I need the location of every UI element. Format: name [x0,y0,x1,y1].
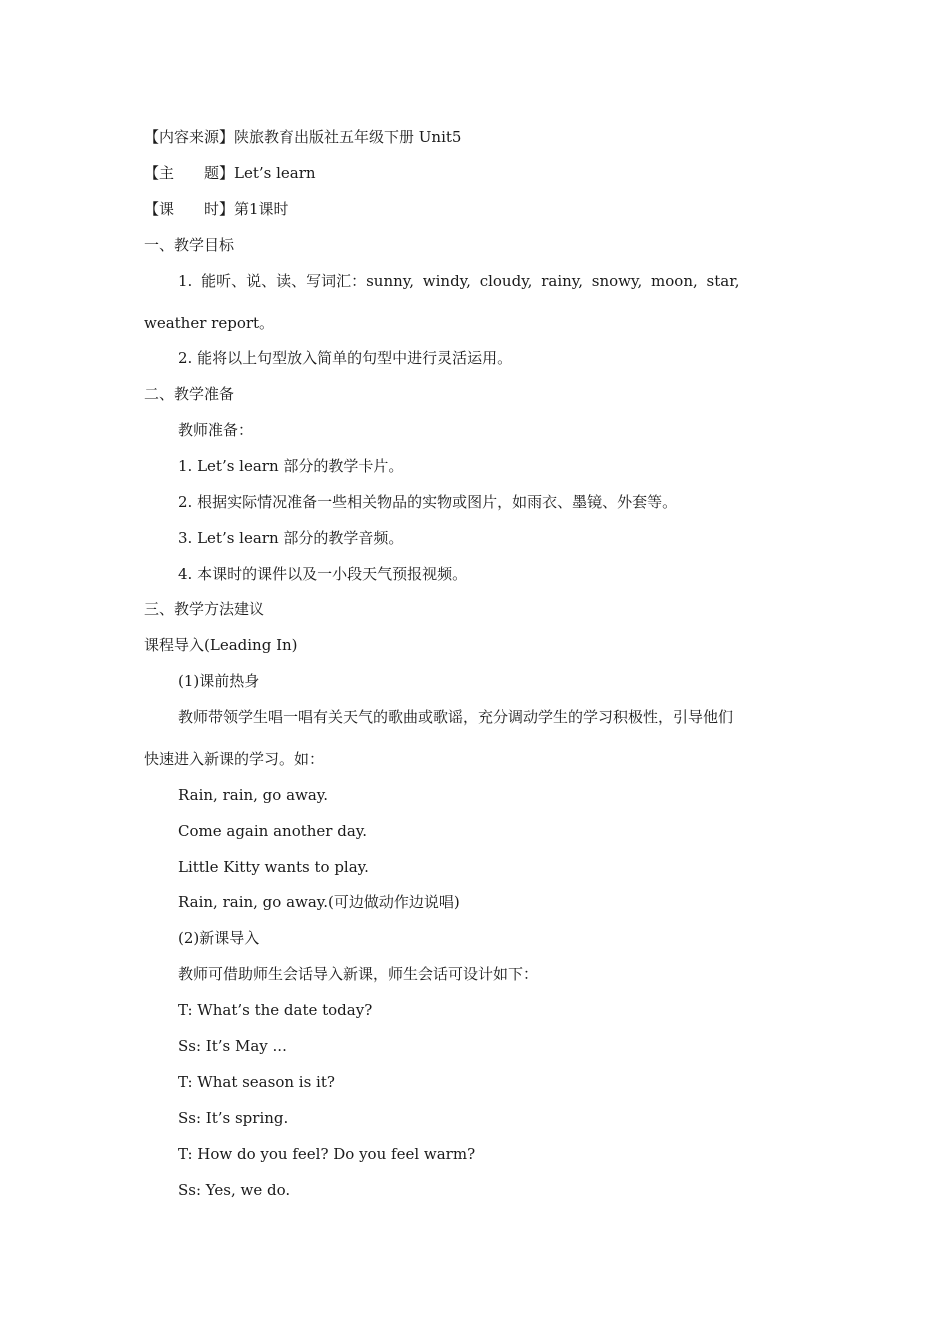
period-line: 【课 时】第1课时 [144,200,289,218]
objective-item-2: 2. 能将以上句型放入简单的句型中进行灵活运用。 [178,349,513,367]
objective-item-1-line-2: weather report。 [144,314,275,332]
dialogue-line-2: Ss: It’s May ... [178,1037,287,1055]
warmup-paragraph-line-1: 教师带领学生唱一唱有关天气的歌曲或歌谣，充分调动学生的学习积极性，引导他们 [178,708,734,726]
new-lesson-intro: 教师可借助师生会话导入新课，师生会话可设计如下： [178,965,539,983]
section-teaching-methods-heading: 三、教学方法建议 [144,600,265,618]
dialogue-line-4: Ss: It’s spring. [178,1109,289,1127]
preparation-item-2: 2. 根据实际情况准备一些相关物品的实物或图片，如雨衣、墨镜、外套等。 [178,493,678,511]
preparation-item-3: 3. Let’s learn 部分的教学音频。 [178,529,404,547]
song-line-4: Rain, rain, go away.(可边做动作边说唱) [178,893,460,911]
dialogue-line-5: T: How do you feel? Do you feel warm? [178,1145,476,1163]
dialogue-line-6: Ss: Yes, we do. [178,1181,291,1199]
dialogue-line-1: T: What’s the date today? [178,1001,373,1019]
preparation-item-1: 1. Let’s learn 部分的教学卡片。 [178,457,404,475]
leading-in-heading: 课程导入(Leading In) [144,636,298,654]
preparation-item-4: 4. 本课时的课件以及一小段天气预报视频。 [178,565,468,583]
topic-line: 【主 题】Let’s learn [144,164,316,182]
warmup-heading: (1)课前热身 [178,672,260,690]
song-line-1: Rain, rain, go away. [178,786,329,804]
new-lesson-heading: (2)新课导入 [178,929,260,947]
song-line-3: Little Kitty wants to play. [178,858,369,876]
content-source-line: 【内容来源】陕旅教育出版社五年级下册 Unit5 [144,128,462,146]
section-teaching-preparation-heading: 二、教学准备 [144,385,235,403]
section-teaching-objectives-heading: 一、教学目标 [144,236,235,254]
teacher-preparation-label: 教师准备： [178,421,254,439]
song-line-2: Come again another day. [178,822,368,840]
dialogue-line-3: T: What season is it? [178,1073,335,1091]
warmup-paragraph-line-2: 快速进入新课的学习。如： [144,750,325,768]
objective-item-1-line-1: 1. 能听、说、读、写词汇：sunny, windy, cloudy, rainy, snowy, moon, star, [178,272,740,290]
